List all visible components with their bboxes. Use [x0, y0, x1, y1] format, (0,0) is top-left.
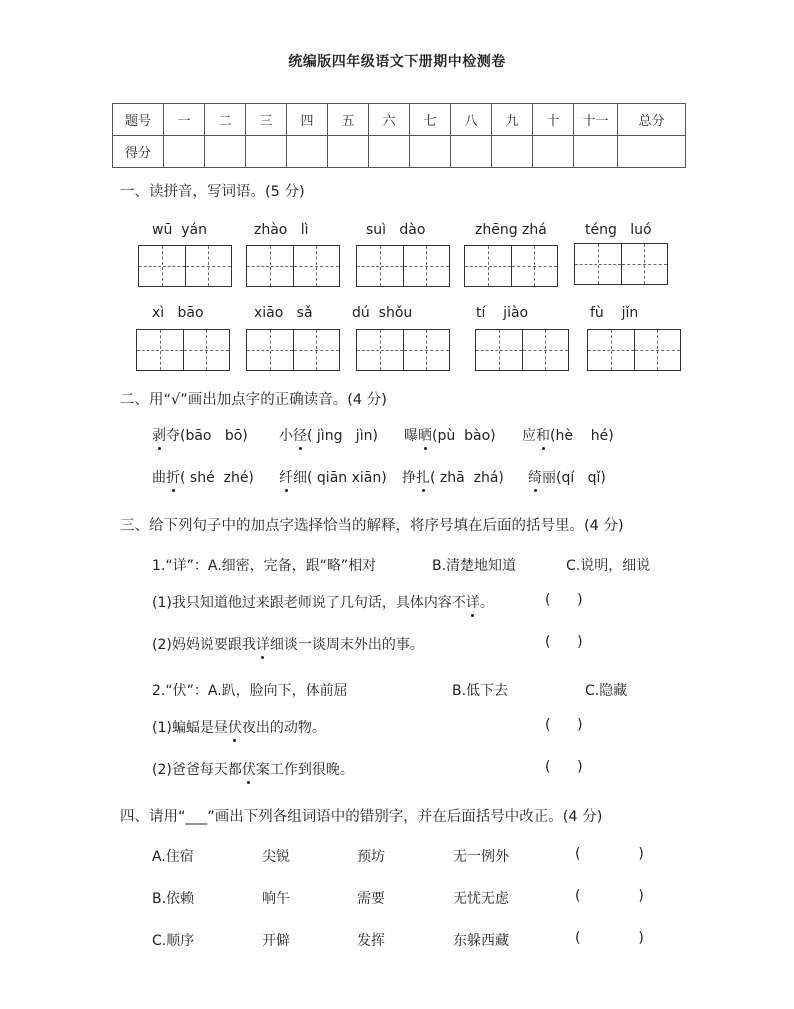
score-row-label: 得分 — [113, 136, 164, 168]
item-post: ( shé zhé) — [180, 470, 254, 486]
reading-item[interactable] — [279, 467, 387, 487]
q2-option-a: 2.“伏”：A.趴，脸向下，体前屈 — [152, 683, 348, 699]
dotted-char: 伏 — [242, 759, 256, 779]
pinyin-label: tí jiào — [476, 305, 529, 321]
tianzige-answer-box[interactable] — [587, 329, 681, 371]
item-post: 丽(qí qǐ) — [542, 470, 606, 486]
score-input-cell[interactable] — [410, 136, 451, 168]
score-header-cell: 六 — [369, 104, 410, 136]
q2-sentence-2 — [152, 759, 354, 779]
score-input-cell[interactable] — [533, 136, 574, 168]
dotted-char: 剥 — [152, 425, 166, 445]
dotted-char: 径 — [293, 425, 307, 445]
tianzige-answer-box[interactable] — [356, 245, 450, 287]
score-header-cell: 五 — [328, 104, 369, 136]
score-header-cell: 一 — [164, 104, 205, 136]
score-header-cell: 四 — [287, 104, 328, 136]
word-cell: 发挥 — [357, 933, 385, 949]
sentence-post: 案工作到很晚。 — [255, 762, 354, 778]
q2-option-b: B.低下去 — [452, 683, 509, 699]
score-header-cell: 十 — [533, 104, 574, 136]
sentence-pre: (2)爸爸每天都 — [152, 762, 242, 778]
score-header-cell: 三 — [246, 104, 287, 136]
score-input-cell[interactable] — [164, 136, 205, 168]
item-post: (hè hé) — [550, 428, 614, 444]
dotted-char: 详 — [466, 592, 480, 612]
sentence-pre: (2)妈妈说要跟我 — [152, 637, 256, 653]
item-post: 夺(bāo bō) — [166, 428, 248, 444]
item-pre: 小 — [279, 428, 293, 444]
word-cell: 东躲西藏 — [453, 933, 509, 949]
word-cell: B.依赖 — [152, 891, 195, 907]
word-cell: 响午 — [262, 891, 290, 907]
tianzige-answer-box[interactable] — [136, 329, 230, 371]
tianzige-answer-box[interactable] — [246, 245, 340, 287]
pinyin-label: dú shǒu — [352, 305, 413, 321]
word-cell: A.住宿 — [152, 849, 194, 865]
q1-option-b: B.清楚地知道 — [432, 558, 517, 574]
pinyin-label: fù jǐn — [590, 305, 639, 321]
score-header-cell: 七 — [410, 104, 451, 136]
section-3-heading: 三、给下列句子中的加点字选择恰当的解释，将序号填在后面的括号里。(4 分) — [120, 518, 624, 534]
reading-item[interactable] — [404, 425, 496, 445]
score-header-cell: 题号 — [113, 104, 164, 136]
page-title: 统编版四年级语文下册期中检测卷 — [288, 54, 506, 70]
reading-item[interactable] — [528, 467, 606, 487]
score-table-score-row — [113, 136, 686, 168]
dotted-char: 详 — [256, 634, 270, 654]
item-pre: 挣 — [402, 470, 416, 486]
item-post: ( zhā zhá) — [430, 470, 504, 486]
reading-item[interactable] — [402, 467, 504, 487]
score-header-cell: 九 — [492, 104, 533, 136]
word-cell: C.顺序 — [152, 933, 195, 949]
sentence-pre: (1)我只知道他过来跟老师说了几句话，具体内容不 — [152, 595, 466, 611]
sentence-post: 细谈一谈周末外出的事。 — [269, 637, 424, 653]
word-cell: 无忧无虑 — [453, 891, 509, 907]
word-cell: 需要 — [357, 891, 385, 907]
word-cell: 尖锐 — [262, 849, 290, 865]
tianzige-answer-box[interactable] — [138, 245, 232, 287]
dotted-char: 伏 — [228, 717, 242, 737]
pinyin-label: wū yán — [152, 222, 207, 238]
pinyin-label: xiāo sǎ — [254, 305, 313, 321]
q2-option-c: C.隐藏 — [585, 683, 628, 699]
tianzige-answer-box[interactable] — [464, 245, 558, 287]
section-1-heading: 一、读拼音，写词语。(5 分) — [120, 184, 305, 200]
answer-parentheses[interactable]: ( ) — [545, 759, 583, 775]
score-table-header-row — [113, 104, 686, 136]
dotted-char: 纤 — [279, 467, 293, 487]
dotted-char: 折 — [166, 467, 180, 487]
score-table — [112, 103, 686, 168]
answer-parentheses[interactable]: ( ) — [545, 592, 583, 608]
dotted-char: 扎 — [416, 467, 430, 487]
pinyin-label: suì dào — [366, 222, 426, 238]
answer-parentheses[interactable]: ( ) — [545, 717, 583, 733]
dotted-char: 绮 — [528, 467, 542, 487]
word-cell: 开僻 — [262, 933, 290, 949]
section-2-heading: 二、用“√”画出加点字的正确读音。(4 分) — [120, 392, 387, 408]
correction-parentheses[interactable]: ( ) — [575, 888, 644, 904]
q1-sentence-2 — [152, 634, 424, 654]
pinyin-label: xì bāo — [152, 305, 204, 321]
item-post: ( jìng jìn) — [307, 428, 378, 444]
reading-item[interactable] — [152, 425, 248, 445]
pinyin-label: zhēng zhá — [475, 222, 547, 238]
dotted-char: 和 — [536, 425, 550, 445]
reading-item[interactable] — [522, 425, 614, 445]
score-input-cell[interactable] — [369, 136, 410, 168]
score-input-cell[interactable] — [574, 136, 618, 168]
tianzige-answer-box[interactable] — [246, 329, 340, 371]
tianzige-answer-box[interactable] — [475, 329, 569, 371]
dotted-char: 晒 — [418, 425, 432, 445]
correction-parentheses[interactable]: ( ) — [575, 930, 644, 946]
score-header-cell: 二 — [205, 104, 246, 136]
sentence-post: 夜出的动物。 — [241, 720, 326, 736]
item-pre: 曲 — [152, 470, 166, 486]
word-cell: 预坊 — [357, 849, 385, 865]
score-input-cell[interactable] — [287, 136, 328, 168]
score-header-cell: 总分 — [618, 104, 686, 136]
reading-item[interactable] — [279, 425, 378, 445]
sentence-pre: (1)蝙蝠是昼 — [152, 720, 228, 736]
q1-option-a: 1.“详”：A.细密，完备，跟“略”相对 — [152, 558, 377, 574]
pinyin-label: zhào lì — [254, 222, 309, 238]
score-input-cell[interactable] — [451, 136, 492, 168]
tianzige-answer-box[interactable] — [574, 243, 668, 285]
score-input-cell[interactable] — [328, 136, 369, 168]
correction-parentheses[interactable]: ( ) — [575, 846, 644, 862]
q1-option-c: C.说明，细说 — [566, 558, 651, 574]
sentence-post: 。 — [479, 595, 494, 611]
score-input-cell[interactable] — [246, 136, 287, 168]
q2-sentence-1 — [152, 717, 326, 737]
score-header-cell: 八 — [451, 104, 492, 136]
score-input-cell[interactable] — [205, 136, 246, 168]
reading-item[interactable] — [152, 467, 254, 487]
section-4-heading: 四、请用“___”画出下列各组词语中的错别字，并在后面括号中改正。(4 分) — [120, 809, 603, 825]
q1-sentence-1 — [152, 592, 494, 612]
word-cell: 无一例外 — [453, 849, 509, 865]
item-pre: 曝 — [404, 428, 418, 444]
score-input-cell[interactable] — [492, 136, 533, 168]
pinyin-label: téng luó — [585, 222, 652, 238]
item-post: (pù bào) — [432, 428, 496, 444]
score-header-cell: 十一 — [574, 104, 618, 136]
tianzige-answer-box[interactable] — [356, 329, 450, 371]
item-post: 细( qiān xiān) — [293, 470, 387, 486]
item-pre: 应 — [522, 428, 536, 444]
answer-parentheses[interactable]: ( ) — [545, 634, 583, 650]
score-input-cell[interactable] — [618, 136, 686, 168]
